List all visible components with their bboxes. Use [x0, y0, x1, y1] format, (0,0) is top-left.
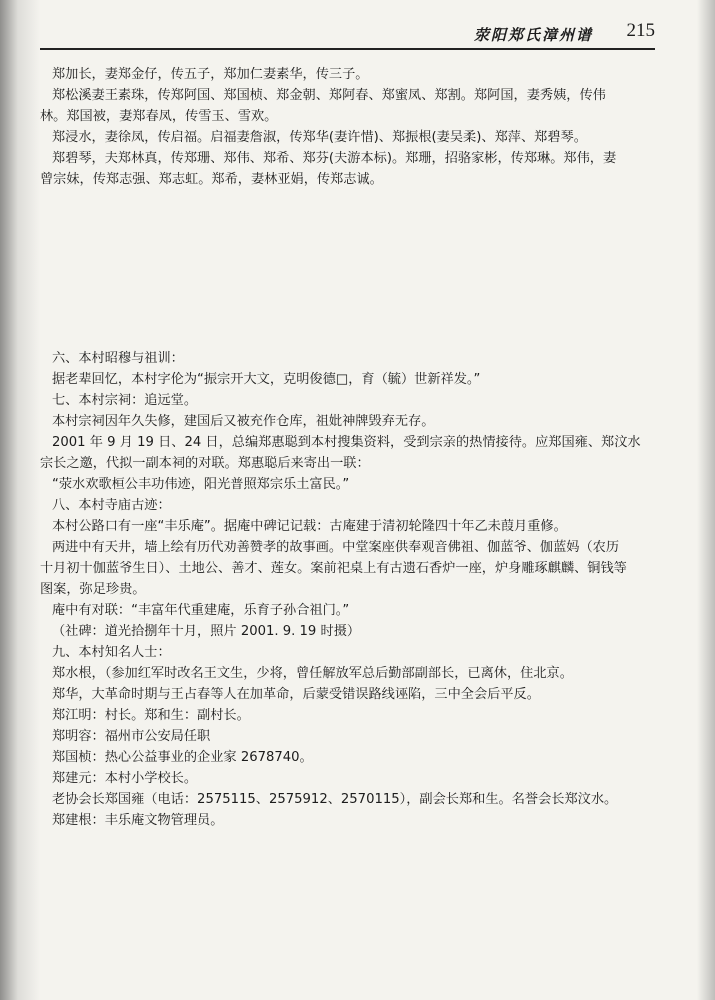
notable-person-line: 郑华，大革命时期与王占春等人在加革命，后蒙受错误路线诬陷，三中全会后平反。 — [52, 687, 540, 702]
genealogy-line: 郑加长，妻郑金仔，传五子，郑加仁妻素华，传三子。 — [52, 67, 369, 82]
paragraph-line: 十月初十伽蓝爷生日）、土地公、善才、莲女。案前祀桌上有古遗石香炉一座，炉身雕琢麒麟、铜钱等 — [40, 561, 627, 576]
paragraph-line: 据老辈回忆，本村字伦为“振宗开大文，克明俊德□，育（毓）世新祥发。” — [52, 372, 481, 387]
genealogy-line: 郑浸水，妻徐凤，传启福。启福妻詹淑，传郑华(妻许惜)、郑振根(妻吴柔)、郑萍、郑碧琴。 — [52, 130, 587, 145]
notable-person-line: 郑建根：丰乐庵文物管理员。 — [52, 813, 224, 828]
paragraph-line: 两进中有天井，墙上绘有历代劝善赞孝的故事画。中堂案座供奉观音佛祖、伽蓝爷、伽蓝妈（农历 — [52, 540, 620, 555]
notable-person-line: 郑水根，（参加红军时改名王文生，少将，曾任解放军总后勤部副部长，已离休，住北京。 — [52, 666, 573, 681]
scan-shadow-right — [697, 0, 715, 1000]
notable-person-line: 郑江明：村长。郑和生：副村长。 — [52, 708, 250, 723]
notable-person-line: 郑明容：福州市公安局任职 — [52, 729, 211, 744]
paragraph-line: 图案，弥足珍贵。 — [40, 582, 146, 597]
scan-shadow-left — [0, 0, 40, 1000]
page-header — [40, 22, 655, 50]
paragraph-line: 宗长之邀，代拟一副本祠的对联。郑惠聪后来寄出一联： — [40, 456, 370, 471]
genealogy-block — [40, 64, 675, 190]
village-info-block — [40, 348, 675, 831]
paragraph-line: 本村宗祠因年久失修，建国后又被充作仓库，祖妣神牌毁弃无存。 — [52, 414, 435, 429]
couplet-line: “荥水欢歌桓公丰功伟迹，阳光普照郑宗乐土富民。” — [52, 477, 350, 492]
page-number: 215 — [626, 20, 655, 41]
section-heading-notable-people: 九、本村知名人士： — [52, 645, 171, 660]
paragraph-line: 2001 年 9 月 19 日、24 日，总编郑惠聪到本村搜集资料，受到宗亲的热情接待。应郑国雍、郑汶水 — [52, 435, 641, 450]
genealogy-line: 郑松溪妻王素珠，传郑阿国、郑国桢、郑金朝、郑阿春、郑蜜凤、郑割。郑阿国，妻秀姨，传伟 — [52, 88, 606, 103]
genealogy-line: 曾宗妹，传郑志强、郑志虹。郑希，妻林亚娟，传郑志诚。 — [40, 172, 383, 187]
genealogy-line: 郑碧琴，夫郑林真，传郑珊、郑伟、郑希、郑芬(夫游本标)。郑珊，招骆家彬，传郑琳。郑伟，妻 — [52, 151, 617, 166]
notable-person-line: 郑国桢：热心公益事业的企业家 2678740。 — [52, 750, 313, 765]
running-title: 荥阳郑氏漳州谱 — [473, 26, 593, 44]
section-heading-temples: 八、本村寺庙古迹： — [52, 498, 171, 513]
notable-person-line: 老协会长郑国雍（电话：2575115、2575912、2570115），副会长郑和生。名誉会长郑汶水。 — [52, 792, 618, 807]
genealogy-line: 林。郑国被，妻郑春凤，传雪玉、雪欢。 — [40, 109, 278, 124]
notable-person-line: 郑建元：本村小学校长。 — [52, 771, 198, 786]
paragraph-line: 本村公路口有一座“丰乐庵”。据庵中碑记记载：古庵建于清初轮隆四十年乙未葭月重修。 — [52, 519, 567, 534]
couplet-line: 庵中有对联：“丰富年代重建庵，乐育子孙合祖门。” — [52, 603, 350, 618]
inscription-note: （社碑：道光拾捌年十月，照片 2001. 9. 19 时摄） — [52, 624, 361, 639]
section-heading-ancestral-hall: 七、本村宗祠：追远堂。 — [52, 393, 198, 408]
section-heading-zhaomu: 六、本村昭穆与祖训： — [52, 351, 184, 366]
